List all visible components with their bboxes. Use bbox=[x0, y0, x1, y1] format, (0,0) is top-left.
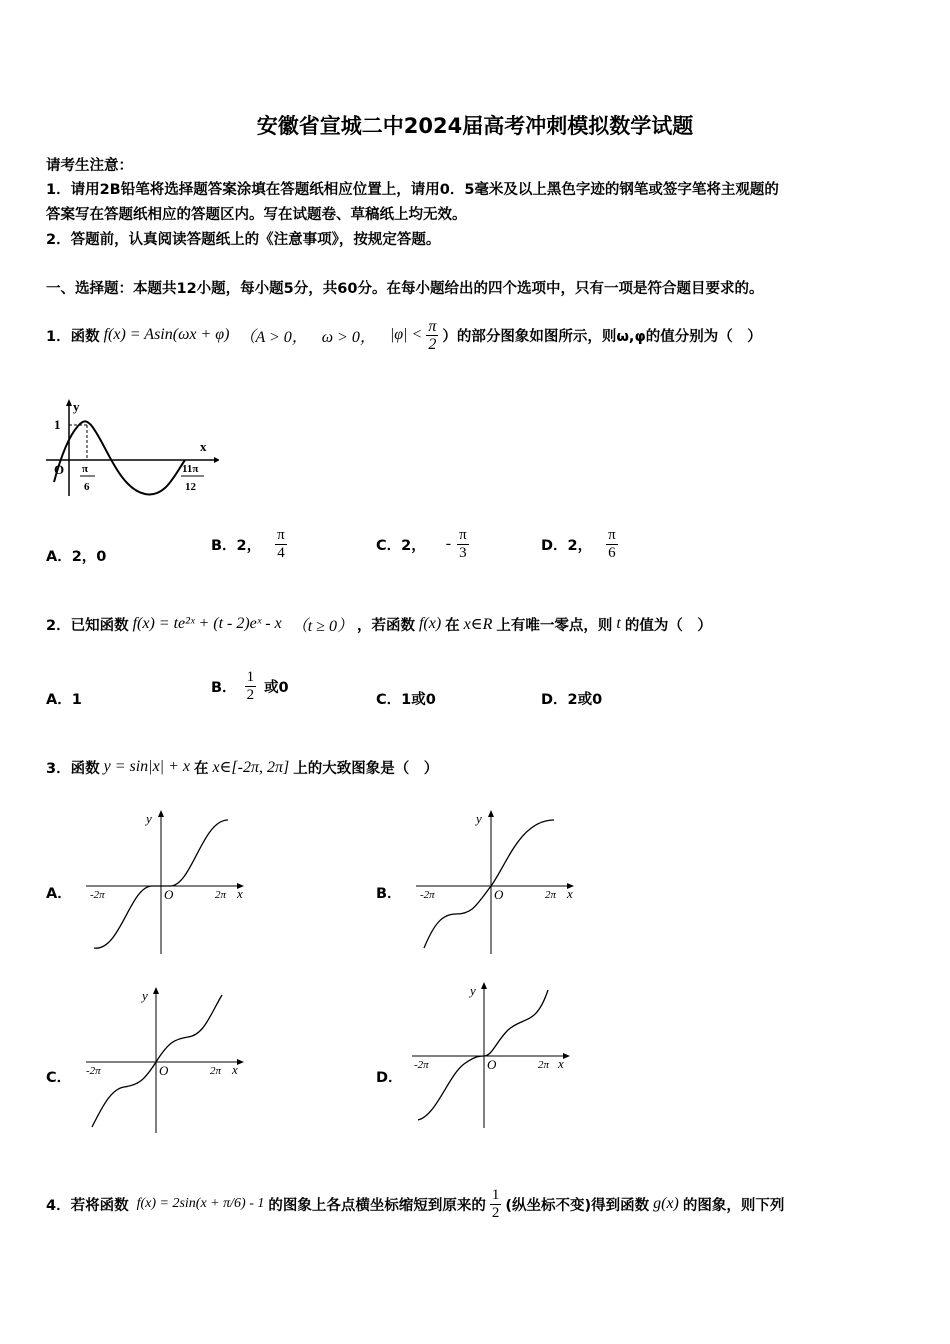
q1-option-b-fraction: $\frac{\pi}{4}$ bbox=[277, 526, 285, 561]
q3c-neg-label: -2π bbox=[86, 1065, 101, 1077]
q3-graph-b bbox=[410, 806, 580, 956]
q3b-x-label: x bbox=[567, 886, 573, 901]
q2-option-b[interactable]: B． $\frac{1}{2}$ 或0 bbox=[211, 668, 289, 703]
q4-function: f(x) = 2sin(x + π/6) - 1 bbox=[136, 1196, 265, 1211]
q3c-pos-label: 2π bbox=[210, 1065, 222, 1077]
q3c-curve bbox=[92, 995, 222, 1127]
notice-line-1: 1．请用2B铅笔将选择题答案涂填在答题纸相应位置上，请用0．5毫米及以上黑色字迹的钢笔或签字笔将主观题的 bbox=[46, 182, 779, 198]
q3-option-d[interactable]: D． bbox=[376, 1070, 403, 1086]
q1-prefix: 1．函数 bbox=[46, 328, 100, 345]
q3c-x-arrow-icon bbox=[237, 1059, 244, 1065]
q3-option-b[interactable]: B． bbox=[376, 886, 402, 902]
q3c-origin-label: O bbox=[159, 1063, 169, 1078]
q1-pi-over-2: $\frac{\pi}{2}$ bbox=[428, 317, 437, 353]
q1-x-arrow-icon bbox=[214, 457, 219, 463]
q2-option-b-fraction: $\frac{1}{2}$ bbox=[246, 668, 255, 703]
page-title: 安徽省宣城二中2024届高考冲刺模拟数学试题 bbox=[256, 114, 694, 138]
q3-graph-d bbox=[408, 980, 578, 1130]
q1-option-d[interactable]: D．2， $\frac{\pi}{6}$ bbox=[541, 526, 616, 561]
q1-cond-a: （A > 0， bbox=[239, 328, 308, 346]
q3d-y-label: y bbox=[470, 983, 476, 998]
q2-option-d[interactable]: D．2或0 bbox=[541, 692, 603, 708]
question-4: 4．若将函数 f(x) = 2sin(x + π/6) - 1 的图象上各点横坐标缩短到原来的 $\frac{1}{2}$ (纵坐标不变)得到函数 g(x) 的图象，则下列 bbox=[46, 1186, 785, 1221]
notice-line-2: 答案写在答题纸相应的答题区内。写在试题卷、草稿纸上均无效。 bbox=[46, 207, 467, 223]
q1-curve bbox=[54, 421, 185, 494]
q2-condition: （t ≥ 0） bbox=[291, 617, 353, 635]
q1-option-c-fraction: $\frac{\pi}{3}$ bbox=[459, 526, 467, 561]
q1-option-c[interactable]: C．2， - $\frac{\pi}{3}$ bbox=[376, 526, 467, 561]
q3a-y-arrow-icon bbox=[158, 810, 164, 817]
q3c-y-arrow-icon bbox=[153, 987, 159, 994]
q3d-x-arrow-icon bbox=[563, 1053, 570, 1059]
q3-function: y = sin|x| + x bbox=[103, 758, 190, 775]
q3b-curve bbox=[424, 820, 554, 948]
q1-tick-11pi12-num: 11π bbox=[182, 463, 199, 475]
q1-tick-pi6-num: π bbox=[82, 463, 89, 475]
notice-line-3: 2．答题前，认真阅读答题纸上的《注意事项》，按规定答题。 bbox=[46, 232, 441, 248]
q3a-pos-label: 2π bbox=[215, 889, 227, 901]
q2-option-a[interactable]: A．1 bbox=[46, 692, 82, 708]
q3d-y-arrow-icon bbox=[481, 982, 487, 989]
question-2: 2．已知函数 f(x) = te²ˣ + (t - 2)eˣ - x （t ≥ 0） ，若函数 f(x) 在 x∈R 上有唯一零点，则 t 的值为（ ） bbox=[46, 604, 712, 644]
q3-option-c[interactable]: C． bbox=[46, 1070, 72, 1086]
q3a-y-label: y bbox=[146, 811, 152, 826]
question-1 bbox=[46, 315, 762, 355]
q1-origin-label: O bbox=[54, 462, 65, 477]
q1-suffix: ）的部分图象如图所示，则ω,φ的值分别为（ ） bbox=[442, 328, 762, 345]
q1-y-label: y bbox=[73, 399, 80, 414]
q1-x-label: x bbox=[200, 439, 207, 454]
q3b-neg-label: -2π bbox=[420, 889, 435, 901]
section-heading: 一、选择题：本题共12小题，每小题5分，共60分。在每小题给出的四个选项中，只有一项是符合题目要求的。 bbox=[46, 281, 764, 297]
question-3: 3．函数 y = sin|x| + x 在 x∈[-2π, 2π] 上的大致图象是（ ） bbox=[46, 758, 439, 777]
q3a-origin-label: O bbox=[164, 887, 174, 902]
q3b-origin-label: O bbox=[494, 887, 504, 902]
q1-option-b[interactable]: B．2， $\frac{\pi}{4}$ bbox=[211, 526, 285, 561]
q1-function: f(x) = Asin(ωx + φ) bbox=[103, 326, 230, 343]
q3c-y-label: y bbox=[142, 988, 148, 1003]
q3-graph-c bbox=[80, 985, 250, 1135]
q1-y-arrow-icon bbox=[66, 399, 72, 406]
q1-tick-11pi12-den: 12 bbox=[185, 481, 196, 493]
q2-domain: x∈R bbox=[463, 616, 493, 633]
q1-option-a[interactable]: A．2，0 bbox=[46, 549, 107, 565]
q3a-x-label: x bbox=[237, 886, 243, 901]
q3b-y-arrow-icon bbox=[488, 810, 494, 817]
q3b-y-label: y bbox=[476, 811, 482, 826]
q4-half-fraction: $\frac{1}{2}$ bbox=[491, 1186, 500, 1221]
q3-option-a[interactable]: A． bbox=[46, 886, 72, 902]
q3d-curve bbox=[418, 990, 548, 1120]
q3c-x-label: x bbox=[232, 1062, 238, 1077]
q3-interval: x∈[-2π, 2π] bbox=[212, 759, 290, 776]
q3d-x-label: x bbox=[558, 1056, 564, 1071]
q3d-pos-label: 2π bbox=[538, 1059, 550, 1071]
notice-heading: 请考生注意： bbox=[46, 158, 133, 174]
q3d-origin-label: O bbox=[487, 1057, 497, 1072]
q1-cond-phi: |φ| < bbox=[389, 326, 423, 343]
q1-sine-graph bbox=[44, 398, 219, 498]
q2-function: f(x) = te²ˣ + (t - 2)eˣ - x bbox=[132, 615, 282, 632]
q3a-neg-label: -2π bbox=[90, 889, 105, 901]
q1-one-label: 1 bbox=[54, 417, 61, 432]
q1-option-d-fraction: $\frac{\pi}{6}$ bbox=[608, 526, 616, 561]
q3b-pos-label: 2π bbox=[545, 889, 557, 901]
q1-tick-pi6-den: 6 bbox=[84, 481, 90, 493]
q1-cond-omega: ω > 0， bbox=[321, 328, 376, 346]
q2-option-c[interactable]: C．1或0 bbox=[376, 692, 436, 708]
q3-graph-a bbox=[80, 806, 250, 956]
q3d-neg-label: -2π bbox=[414, 1059, 429, 1071]
